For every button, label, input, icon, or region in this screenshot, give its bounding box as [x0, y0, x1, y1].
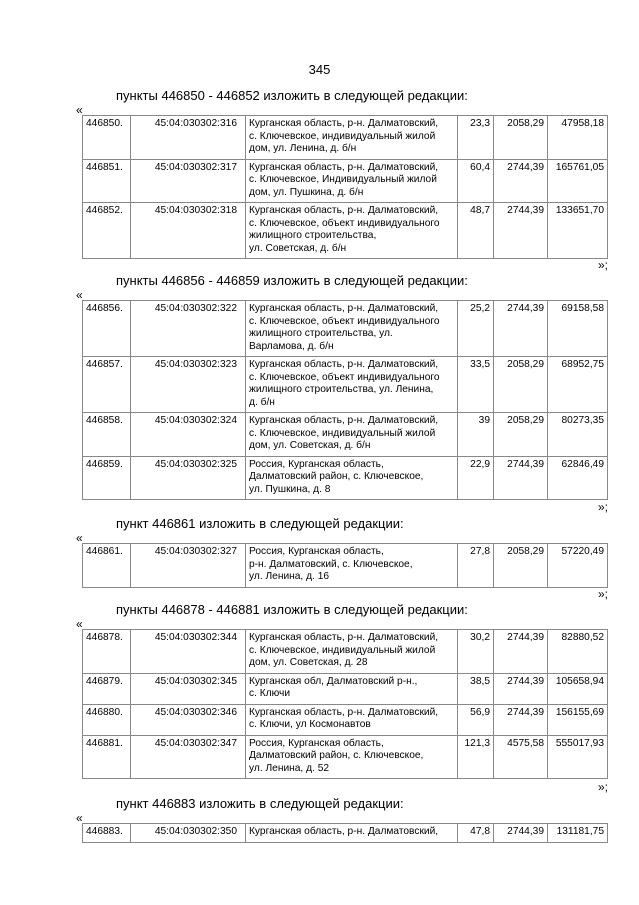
rate: 2058,29 — [494, 357, 548, 413]
address: Курганская область, р-н. Далматовский, с. Ключевское, индивидуальный жилой дом, ул. Ленина, д. б/н — [246, 116, 458, 160]
cadastral-number: 45:04:030302:345 — [131, 673, 246, 704]
item-number: 446883. — [83, 824, 131, 843]
table-row — [83, 357, 608, 413]
cadastral-value: 133651,70 — [548, 203, 608, 259]
open-quote: « — [76, 531, 83, 545]
address: Россия, Курганская область, р-н. Далматовский, с. Ключевское, ул. Ленина, д. 16 — [246, 544, 458, 588]
rate: 2744,39 — [494, 673, 548, 704]
cadastral-number: 45:04:030302:323 — [131, 357, 246, 413]
table-row — [83, 159, 608, 203]
rate: 4575,58 — [494, 735, 548, 779]
area: 121,3 — [458, 735, 494, 779]
cadastral-number: 45:04:030302:317 — [131, 159, 246, 203]
cadastral-value: 156155,69 — [548, 704, 608, 735]
open-quote: « — [76, 288, 83, 302]
rate: 2744,39 — [494, 159, 548, 203]
area: 48,7 — [458, 203, 494, 259]
address: Курганская область, р-н. Далматовский, с. Ключевское, индивидуальный жилой дом, ул. Советская, д. 28 — [246, 630, 458, 674]
page-number: 345 — [308, 62, 331, 77]
cadastral-number: 45:04:030302:347 — [131, 735, 246, 779]
cadastral-number: 45:04:030302:346 — [131, 704, 246, 735]
cadastral-value: 68952,75 — [548, 357, 608, 413]
area: 27,8 — [458, 544, 494, 588]
cadastral-number: 45:04:030302:322 — [131, 301, 246, 357]
cadastral-number: 45:04:030302:324 — [131, 413, 246, 457]
table-row — [83, 456, 608, 500]
cadastral-value: 131181,75 — [548, 824, 608, 843]
area: 56,9 — [458, 704, 494, 735]
rate: 2744,39 — [494, 203, 548, 259]
cadastral-number: 45:04:030302:316 — [131, 116, 246, 160]
rate: 2744,39 — [494, 704, 548, 735]
cadastral-value: 57220,49 — [548, 544, 608, 588]
address: Курганская область, р-н. Далматовский, с. Ключевское, объект индивидуального жилищного строительства, ул. Советская, д. б/н — [246, 203, 458, 259]
area: 60,4 — [458, 159, 494, 203]
table-row — [83, 673, 608, 704]
cadastral-value: 80273,35 — [548, 413, 608, 457]
cadastral-value: 105658,94 — [548, 673, 608, 704]
cadastral-number: 45:04:030302:350 — [131, 824, 246, 843]
close-quote: »; — [598, 780, 609, 794]
property-table — [82, 115, 608, 259]
address: Курганская область, р-н. Далматовский, — [246, 824, 458, 843]
address: Россия, Курганская область, Далматовский район, с. Ключевское, ул. Пушкина, д. 8 — [246, 456, 458, 500]
item-number: 446859. — [83, 456, 131, 500]
cadastral-value: 555017,93 — [548, 735, 608, 779]
property-table — [82, 543, 608, 588]
item-number: 446851. — [83, 159, 131, 203]
rate: 2744,39 — [494, 301, 548, 357]
open-quote: « — [76, 103, 83, 117]
area: 47,8 — [458, 824, 494, 843]
close-quote: »; — [598, 587, 609, 601]
area: 33,5 — [458, 357, 494, 413]
address: Курганская область, р-н. Далматовский, с. Ключевское, объект индивидуального жилищного строительства, ул. Ленина, д. б/н — [246, 357, 458, 413]
address: Россия, Курганская область, Далматовский район, с. Ключевское, ул. Ленина, д. 52 — [246, 735, 458, 779]
close-quote: »; — [598, 500, 609, 514]
table-row — [83, 630, 608, 674]
item-number: 446861. — [83, 544, 131, 588]
area: 23,3 — [458, 116, 494, 160]
cadastral-number: 45:04:030302:327 — [131, 544, 246, 588]
table-row — [83, 704, 608, 735]
area: 25,2 — [458, 301, 494, 357]
cadastral-value: 69158,58 — [548, 301, 608, 357]
area: 38,5 — [458, 673, 494, 704]
item-number: 446858. — [83, 413, 131, 457]
property-table — [82, 300, 608, 500]
item-number: 446850. — [83, 116, 131, 160]
open-quote: « — [76, 811, 83, 825]
rate: 2058,29 — [494, 413, 548, 457]
table-row — [83, 824, 608, 843]
section-heading: пункт 446883 изложить в следующей редакции: — [116, 796, 404, 811]
cadastral-number: 45:04:030302:344 — [131, 630, 246, 674]
close-quote: »; — [598, 258, 609, 272]
cadastral-number: 45:04:030302:325 — [131, 456, 246, 500]
section-heading: пункт 446861 изложить в следующей редакции: — [116, 516, 404, 531]
item-number: 446880. — [83, 704, 131, 735]
item-number: 446852. — [83, 203, 131, 259]
address: Курганская область, р-н. Далматовский, с. Ключевское, Индивидуальный жилой дом, ул. Пушкина, д. б/н — [246, 159, 458, 203]
cadastral-number: 45:04:030302:318 — [131, 203, 246, 259]
table-row — [83, 203, 608, 259]
address: Курганская область, р-н. Далматовский, с. Ключи, ул Космонавтов — [246, 704, 458, 735]
area: 30,2 — [458, 630, 494, 674]
address: Курганская область, р-н. Далматовский, с. Ключевское, объект индивидуального жилищного строительства, ул. Варламова, д. б/н — [246, 301, 458, 357]
section-heading: пункты 446856 - 446859 изложить в следующей редакции: — [116, 273, 468, 288]
section-heading: пункты 446850 - 446852 изложить в следующей редакции: — [116, 88, 468, 103]
cadastral-value: 82880,52 — [548, 630, 608, 674]
property-table — [82, 629, 608, 779]
cadastral-value: 47958,18 — [548, 116, 608, 160]
section-heading: пункты 446878 - 446881 изложить в следующей редакции: — [116, 602, 468, 617]
item-number: 446857. — [83, 357, 131, 413]
property-table — [82, 823, 608, 843]
table-row — [83, 413, 608, 457]
table-row — [83, 735, 608, 779]
item-number: 446881. — [83, 735, 131, 779]
table-row — [83, 544, 608, 588]
rate: 2058,29 — [494, 544, 548, 588]
area: 39 — [458, 413, 494, 457]
cadastral-value: 62846,49 — [548, 456, 608, 500]
address: Курганская обл, Далматовский р-н., с. Ключи — [246, 673, 458, 704]
table-row — [83, 301, 608, 357]
rate: 2744,39 — [494, 630, 548, 674]
rate: 2744,39 — [494, 456, 548, 500]
item-number: 446856. — [83, 301, 131, 357]
item-number: 446878. — [83, 630, 131, 674]
cadastral-value: 165761,05 — [548, 159, 608, 203]
table-row — [83, 116, 608, 160]
area: 22,9 — [458, 456, 494, 500]
rate: 2744,39 — [494, 824, 548, 843]
rate: 2058,29 — [494, 116, 548, 160]
open-quote: « — [76, 617, 83, 631]
address: Курганская область, р-н. Далматовский, с. Ключевское, индивидуальный жилой дом, ул. Советская, д. б/н — [246, 413, 458, 457]
item-number: 446879. — [83, 673, 131, 704]
